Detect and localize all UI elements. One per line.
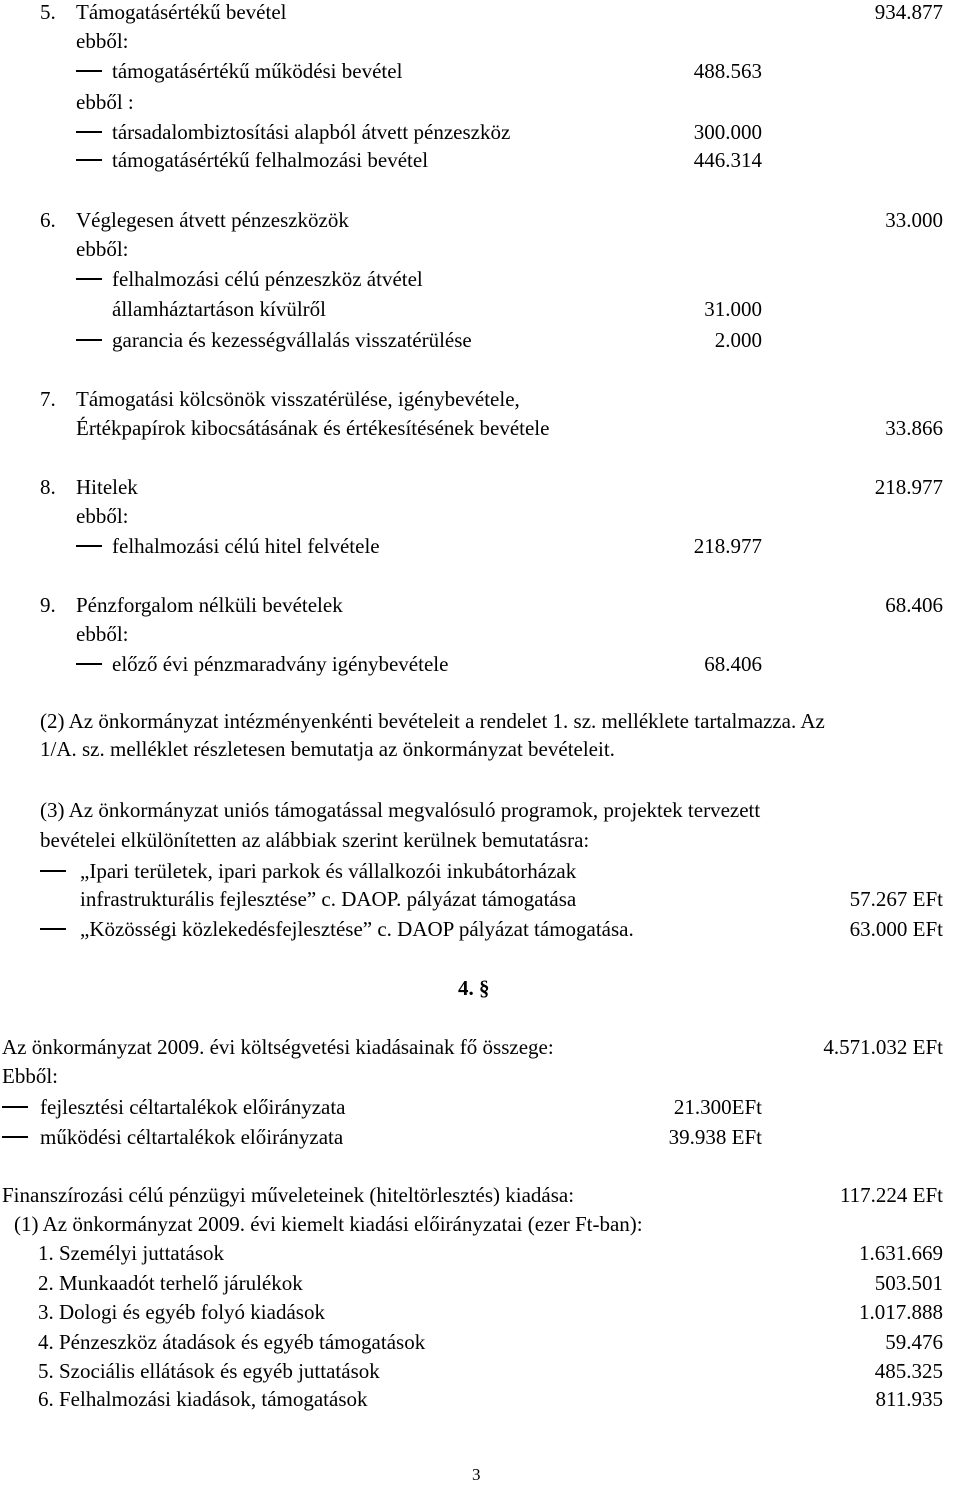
para3-item2-value: 63.000 EFt [849,917,943,941]
sec5-ebbol: ebből: [76,29,129,53]
kiadas-item2-value: 39.938 EFt [668,1125,762,1149]
dash-bullet [76,278,102,280]
sec7-line2: Értékpapírok kibocsátásának és értékesítésének bevétele [76,416,550,440]
sec9-ebbol: ebből: [76,622,129,646]
sec7-total: 33.866 [885,416,943,440]
kiadas-item2-label: működési céltartalékok előirányzata [40,1125,344,1149]
sec6-total: 33.000 [885,208,943,232]
sec6-ebbol: ebből: [76,237,129,261]
sec6-item2-value: 2.000 [714,328,762,352]
sec6-number: 6. [40,208,56,232]
sec9-total: 68.406 [885,593,943,617]
dash-bullet [2,1106,28,1108]
para3-line1: (3) Az önkormányzat uniós támogatással megvalósuló programok, projektek tervezett [40,798,761,822]
dash-bullet [76,159,102,161]
kiadas-row-label: 2. Munkaadót terhelő járulékok [38,1271,303,1295]
sec9-item1-label: előző évi pénzmaradvány igénybevétele [112,652,449,676]
sec9-title: Pénzforgalom nélküli bevételek [76,593,343,617]
sec6-item2-label: garancia és kezességvállalás visszatérülése [112,328,472,352]
sec5-number: 5. [40,0,56,24]
sec5-item3-label: támogatásértékű felhalmozási bevétel [112,148,429,172]
kiadas-row-label: 6. Felhalmozási kiadások, támogatások [38,1387,368,1411]
dash-bullet [76,70,102,72]
dash-bullet [76,339,102,341]
para3-item1-line-b: infrastrukturális fejlesztése” c. DAOP. pályázat támogatása [80,887,577,911]
sec9-number: 9. [40,593,56,617]
kiadas-item1-value: 21.300EFt [673,1095,762,1119]
sec5-item2-value: 300.000 [693,120,762,144]
kiadas-row-value: 1.017.888 [859,1300,943,1324]
para3-item1-value: 57.267 EFt [849,887,943,911]
fin-value: 117.224 EFt [839,1183,943,1207]
para2-line2: 1/A. sz. melléklet részletesen bemutatja az önkormányzat bevételeit. [40,737,615,761]
kiadas-row-label: 1. Személyi juttatások [38,1241,225,1265]
kiadas-total-label: Az önkormányzat 2009. évi költségvetési kiadásainak fő összege: [2,1035,554,1059]
sec9-item1-value: 68.406 [704,652,762,676]
sec7-line1: Támogatási kölcsönök visszatérülése, igénybevétele, [76,387,520,411]
sec6-title: Véglegesen átvett pénzeszközök [76,208,349,232]
para3-item1-line-a: „Ipari területek, ipari parkok és vállalkozói inkubátorházak [80,859,577,883]
kiadas-total-value: 4.571.032 EFt [823,1035,943,1059]
para2-line1: (2) Az önkormányzat intézményenkénti bevételeit a rendelet 1. sz. melléklete tartalmazza. Az [40,709,825,733]
sec8-item1-value: 218.977 [693,534,762,558]
para3-line2: bevételei elkülönítetten az alábbiak szerint kerülnek bemutatásra: [40,828,590,852]
dash-bullet [76,663,102,665]
page-number: 3 [472,1465,481,1484]
sec8-number: 8. [40,475,56,499]
sec6-item1-label-b: államháztartáson kívülről [112,297,327,321]
fin-label: Finanszírozási célú pénzügyi műveleteinek (hiteltörlesztés) kiadása: [2,1183,575,1207]
kiadas-row-value: 811.935 [875,1387,943,1411]
kiadas-row-label: 3. Dologi és egyéb folyó kiadások [38,1300,325,1324]
dash-bullet [40,870,66,872]
sec7-number: 7. [40,387,56,411]
sec5-item1-label: támogatásértékű működési bevétel [112,59,403,83]
dash-bullet [2,1136,28,1138]
kiadas-row-value: 485.325 [874,1359,943,1383]
dash-bullet [40,928,66,930]
sec8-title: Hitelek [76,475,138,499]
kiadas-row-label: 4. Pénzeszköz átadások és egyéb támogatások [38,1330,426,1354]
section-heading: 4. § [458,976,490,1000]
sec5-item1-value: 488.563 [693,59,762,83]
kiadas-row-value: 1.631.669 [859,1241,943,1265]
dash-bullet [76,131,102,133]
sec5-total: 934.877 [874,0,943,24]
kiadas-item1-label: fejlesztési céltartalékok előirányzata [40,1095,346,1119]
sec5-item2-label: társadalombiztosítási alapból átvett pénzeszköz [112,120,511,144]
dash-bullet [76,545,102,547]
kiadas-row-label: 5. Szociális ellátások és egyéb juttatások [38,1359,380,1383]
sec5-title: Támogatásértékű bevétel [76,0,287,24]
sec6-item1-label-a: felhalmozási célú pénzeszköz átvétel [112,267,423,291]
kiadas-row-value: 503.501 [874,1271,943,1295]
sec5-ebbol2: ebből : [76,90,134,114]
sec8-ebbol: ebből: [76,504,129,528]
sec6-item1-value: 31.000 [704,297,762,321]
kiadas-ebbol: Ebből: [2,1064,58,1088]
sec8-total: 218.977 [874,475,943,499]
kiadas-row-value: 59.476 [885,1330,943,1354]
kiadas-p1: (1) Az önkormányzat 2009. évi kiemelt kiadási előirányzatai (ezer Ft-ban): [14,1212,643,1236]
para3-item2-label: „Közösségi közlekedésfejlesztése” c. DAOP pályázat támogatása. [80,917,634,941]
sec8-item1-label: felhalmozási célú hitel felvétele [112,534,380,558]
sec5-item3-value: 446.314 [693,148,762,172]
